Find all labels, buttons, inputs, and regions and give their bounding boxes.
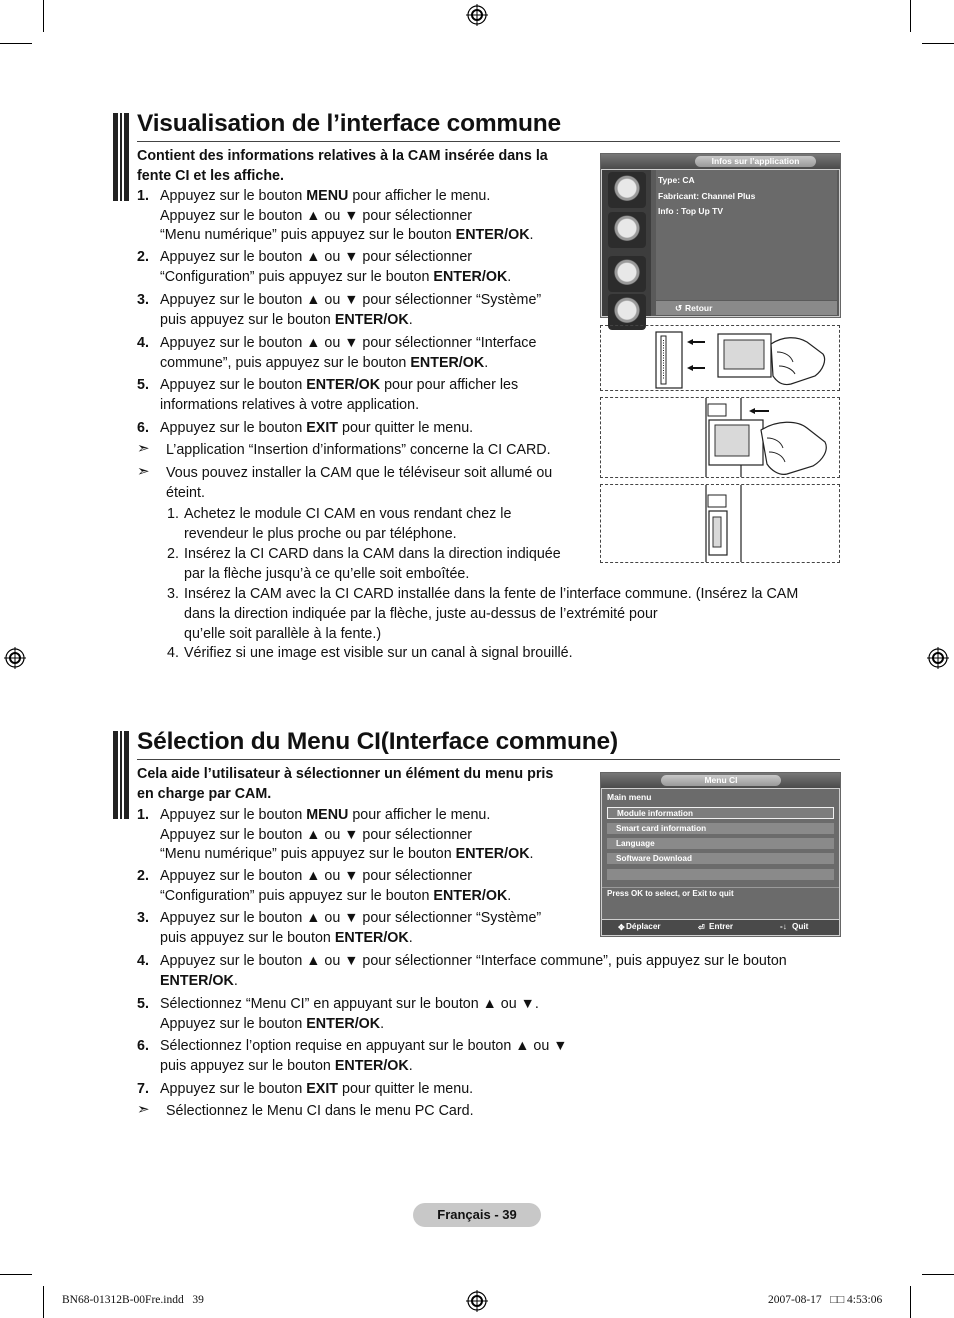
substep-number: 1. bbox=[167, 506, 179, 522]
substep-number: 4. bbox=[167, 645, 179, 661]
substep-text: Achetez le module CI CAM en vous rendant chez le revendeur le plus proche ou par téléphone. bbox=[184, 506, 512, 542]
diagram-card-insert bbox=[600, 325, 840, 391]
section-marker bbox=[113, 113, 129, 201]
section-title: Visualisation de l’interface commune bbox=[137, 110, 561, 137]
osd-type: Type: CA bbox=[658, 175, 695, 185]
substep-number: 2. bbox=[167, 546, 179, 562]
step-number: 5. bbox=[137, 377, 149, 393]
step-number: 4. bbox=[137, 953, 149, 969]
substep-number: 3. bbox=[167, 586, 179, 602]
crop-mark bbox=[0, 43, 32, 44]
step-text: Sélectionnez “Menu CI” en appuyant sur le bouton ▲ ou ▼. Appuyez sur le bouton ENTER/OK. bbox=[160, 996, 539, 1032]
osd-info-panel bbox=[656, 170, 837, 300]
ci-menu-item-empty bbox=[607, 869, 834, 880]
title-rule bbox=[137, 141, 840, 142]
note-arrow-icon: ➣ bbox=[137, 1101, 150, 1118]
osd-application-info bbox=[600, 153, 841, 318]
crop-mark bbox=[910, 0, 911, 32]
registration-mark-icon bbox=[466, 1290, 488, 1312]
title-rule bbox=[137, 759, 840, 760]
osd-back[interactable]: Retour bbox=[685, 303, 713, 313]
ci-menu-item[interactable]: Module information bbox=[607, 807, 834, 819]
cam-installed-illustration bbox=[601, 485, 839, 562]
step-number: 2. bbox=[137, 249, 149, 265]
sound-icon bbox=[608, 212, 646, 248]
osd-menu-ci bbox=[600, 772, 841, 937]
print-date: 2007-08-17 □□ 4:53:06 bbox=[768, 1294, 883, 1306]
crop-mark bbox=[43, 0, 44, 32]
step-number: 7. bbox=[137, 1081, 149, 1097]
note-arrow-icon: ➣ bbox=[137, 440, 150, 457]
step-number: 6. bbox=[137, 1038, 149, 1054]
osd-quit: Quit bbox=[792, 922, 809, 931]
picture-icon bbox=[608, 172, 646, 208]
osd-enter: Entrer bbox=[709, 922, 734, 931]
ci-menu-item[interactable]: Software Download bbox=[607, 853, 834, 864]
section-marker bbox=[113, 731, 129, 819]
step-text: Appuyez sur le bouton MENU pour afficher le menu. Appuyez sur le bouton ▲ ou ▼ pour sélectionner “Menu numérique” puis appuyez sur le bouton ENTER/OK. bbox=[160, 188, 534, 243]
step-text: Sélectionnez l’option requise en appuyant sur le bouton ▲ ou ▼ puis appuyez sur le bouton ENTER/OK. bbox=[160, 1038, 568, 1074]
step-text: Appuyez sur le bouton ENTER/OK pour pour afficher les informations relatives à votre application. bbox=[160, 377, 519, 413]
crop-mark bbox=[922, 1274, 954, 1275]
step-number: 2. bbox=[137, 868, 149, 884]
osd-sidebar bbox=[602, 170, 651, 316]
ci-menu-item[interactable]: Smart card information bbox=[607, 823, 834, 834]
ci-menu-item[interactable]: Language bbox=[607, 838, 834, 849]
section-intro: Contient des informations relatives à la CAM insérée dans la fente CI et les affiche. bbox=[137, 148, 548, 184]
osd-maker: Fabricant: Channel Plus bbox=[658, 191, 756, 201]
step-number: 6. bbox=[137, 420, 149, 436]
move-icon: ✥ bbox=[618, 923, 625, 932]
exit-icon: -↓ bbox=[780, 922, 787, 931]
step-number: 1. bbox=[137, 807, 149, 823]
file-name: BN68-01312B-00Fre.indd 39 bbox=[62, 1294, 204, 1306]
crop-mark bbox=[0, 1274, 32, 1275]
crop-mark bbox=[910, 1286, 911, 1318]
step-text: Appuyez sur le bouton ▲ ou ▼ pour sélectionner “Configuration” puis appuyez sur le bouton ENTER/OK. bbox=[160, 249, 512, 285]
note-arrow-icon: ➣ bbox=[137, 463, 150, 480]
substep-text: Insérez la CAM avec la CI CARD installée dans la fente de l’interface commune. (Insérez la CAM dans la direction indiquée par la flèche, juste au-dessus de l’extrémité pour qu’elle soit parallèle à la fente.) bbox=[184, 586, 799, 642]
registration-mark-icon bbox=[927, 647, 949, 669]
note-text: L’application “Insertion d’informations” concerne la CI CARD. bbox=[166, 442, 551, 458]
diagram-cam-insert bbox=[600, 397, 840, 478]
section-intro: Cela aide l’utilisateur à sélectionner un élément du menu pris en charge par CAM. bbox=[137, 766, 554, 802]
step-number: 5. bbox=[137, 996, 149, 1012]
note-text: Vous pouvez installer la CAM que le téléviseur soit allumé ou éteint. bbox=[166, 465, 553, 501]
step-text: Appuyez sur le bouton EXIT pour quitter le menu. bbox=[160, 1081, 474, 1097]
step-text: Appuyez sur le bouton ▲ ou ▼ pour sélectionner “Interface commune”, puis appuyez sur le bouton ENTER/OK. bbox=[160, 335, 537, 371]
osd-footer bbox=[602, 920, 839, 935]
step-number: 4. bbox=[137, 335, 149, 351]
cam-module-illustration bbox=[601, 398, 839, 477]
crop-mark bbox=[922, 43, 954, 44]
step-text: Appuyez sur le bouton MENU pour afficher le menu. Appuyez sur le bouton ▲ ou ▼ pour sélectionner “Menu numérique” puis appuyez sur le bouton ENTER/OK. bbox=[160, 807, 534, 862]
step-text: Appuyez sur le bouton EXIT pour quitter le menu. bbox=[160, 420, 474, 436]
osd-info: Info : Top Up TV bbox=[658, 206, 723, 216]
step-text: Appuyez sur le bouton ▲ ou ▼ pour sélectionner “Système” puis appuyez sur le bouton ENTER/OK. bbox=[160, 910, 542, 946]
substep-text: Vérifiez si une image est visible sur un canal à signal brouillé. bbox=[184, 645, 573, 661]
section-title: Sélection du Menu CI(Interface commune) bbox=[137, 728, 618, 755]
page-number: Français - 39 bbox=[413, 1203, 541, 1227]
step-number: 1. bbox=[137, 188, 149, 204]
osd-header: Menu CI bbox=[661, 775, 781, 786]
enter-icon: ⏎ bbox=[698, 923, 705, 932]
crop-mark bbox=[43, 1286, 44, 1318]
step-text: Appuyez sur le bouton ▲ ou ▼ pour sélectionner “Système” puis appuyez sur le bouton ENTER/OK. bbox=[160, 292, 542, 328]
step-text: Appuyez sur le bouton ▲ ou ▼ pour sélectionner “Interface commune”, puis appuyez sur le bouton ENTER/OK. bbox=[160, 953, 787, 989]
setup-gear-icon bbox=[608, 256, 646, 292]
step-number: 3. bbox=[137, 292, 149, 308]
osd-main-menu: Main menu bbox=[607, 792, 652, 802]
diagram-cam-installed bbox=[600, 484, 840, 563]
note-text: Sélectionnez le Menu CI dans le menu PC Card. bbox=[166, 1103, 474, 1119]
registration-mark-icon bbox=[4, 647, 26, 669]
osd-hint: Press OK to select, or Exit to quit bbox=[607, 889, 734, 898]
osd-footer bbox=[656, 301, 837, 315]
substep-text: Insérez la CI CARD dans la CAM dans la direction indiquée par la flèche jusqu’à ce qu’elle soit emboîtée. bbox=[184, 546, 561, 582]
ci-card-illustration bbox=[601, 326, 839, 390]
step-text: Appuyez sur le bouton ▲ ou ▼ pour sélectionner “Configuration” puis appuyez sur le bouton ENTER/OK. bbox=[160, 868, 512, 904]
osd-header: Infos sur l’application bbox=[695, 156, 816, 167]
step-number: 3. bbox=[137, 910, 149, 926]
osd-move: Déplacer bbox=[626, 922, 661, 931]
return-icon: ↺ bbox=[675, 303, 683, 313]
registration-mark-icon bbox=[466, 4, 488, 26]
